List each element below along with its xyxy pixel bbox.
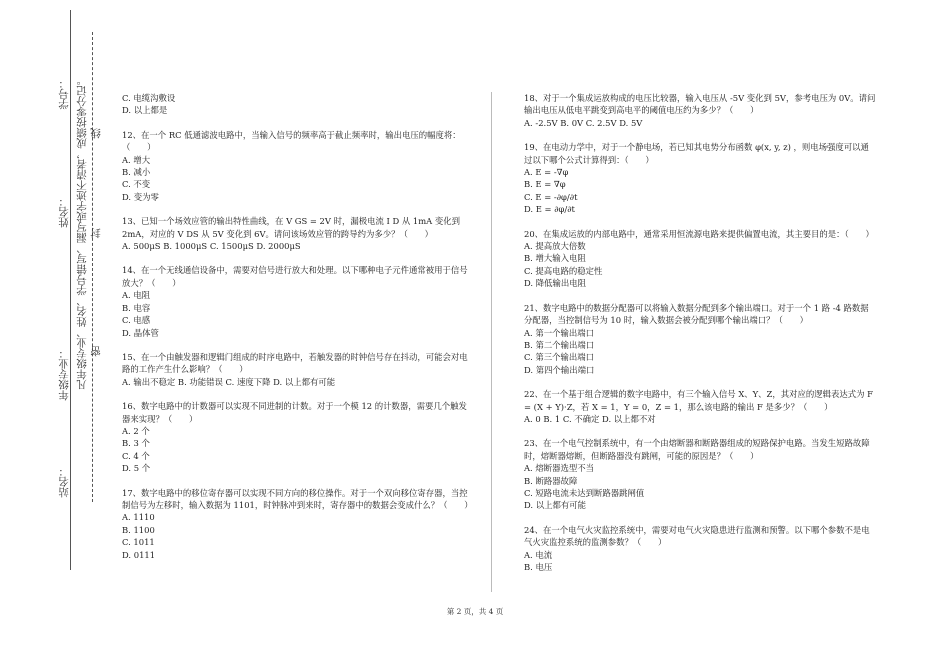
question-20 (524, 228, 876, 290)
options-inline: A. -2.5V B. 0V C. 2.5V D. 5V (524, 117, 643, 128)
student-id-label: 学号： (58, 78, 70, 110)
question-14 (122, 264, 474, 338)
option: A. 熔断器选型不当 (524, 463, 594, 474)
option: C. 电缆沟敷设 (122, 93, 176, 103)
question-13 (122, 215, 474, 252)
question-16 (122, 400, 474, 474)
question-18 (524, 92, 876, 129)
question-22 (524, 388, 876, 425)
option: D. 第四个输出端口 (524, 364, 595, 375)
option: B. 3 个 (122, 438, 150, 449)
question-stem: 16、数字电路中的计数器可以实现不同进制的计数。对于一个模 12 的计数器，需要几个触发器来实现？（ ） (122, 401, 467, 424)
station-label: 站名： (58, 466, 70, 498)
question-19 (524, 141, 876, 215)
option: B. E = ∇φ (524, 179, 566, 190)
question-stem: 20、在集成运放的内部电路中，通常采用恒流源电路来提供偏置电流，其主要目的是：（ ） (524, 228, 874, 239)
option: D. 降低输出电阻 (524, 278, 586, 289)
question-12 (122, 129, 474, 203)
left-column (122, 92, 474, 561)
option: C. E = -∂φ/∂t (524, 191, 578, 202)
option: B. 减小 (122, 167, 151, 178)
binding-mark-feng: 封 (90, 228, 102, 239)
options-inline: A. 0 B. 1 C. 不确定 D. 以上都不对 (524, 413, 656, 424)
option: D. 变为零 (122, 191, 159, 202)
option: B. 电压 (524, 562, 553, 572)
binding-dashed-line (92, 32, 93, 502)
question-15 (122, 351, 474, 388)
option: A. 增大 (122, 154, 151, 165)
option: D. 0111 (122, 549, 156, 560)
option: D. 以上都是 (122, 105, 168, 116)
question-11-tail (122, 92, 474, 117)
question-17 (122, 487, 474, 561)
question-stem: 18、对于一个集成运放构成的电压比较器，输入电压从 -5V 变化到 5V，参考电压为 0V。请问输出电压从低电平跳变到高电平的阈值电压约为多少？（ ） (524, 93, 876, 116)
binding-notice: 凡年级专业、姓名、学号错写、漏写或字迹不清者，成绩按零分记。 (76, 75, 88, 390)
binding-margin (0, 0, 110, 672)
name-label: 姓名： (58, 196, 70, 228)
option: A. 提高放大倍数 (524, 241, 586, 252)
question-stem: 14、在一个无线通信设备中，需要对信号进行放大和处理。以下哪种电子元件通常被用于信号放大？（ ） (122, 265, 468, 288)
question-stem: 15、在一个由触发器和逻辑门组成的时序电路中，若触发器的时钟信号存在抖动，可能会对电路的工作产生什么影响？（ ） (122, 351, 468, 375)
option: A. 电阻 (122, 290, 151, 301)
binding-mark-mi: 密 (90, 346, 102, 357)
options-inline: A. 500μS B. 1000μS C. 1500μS D. 2000μS (122, 241, 301, 252)
option: A. 第一个输出端口 (524, 327, 594, 338)
option: C. 电感 (122, 315, 151, 326)
right-column (524, 92, 876, 573)
option: C. 提高电路的稳定性 (524, 265, 603, 276)
question-24 (524, 524, 876, 574)
option: A. E = -∇φ (524, 167, 569, 178)
option: C. 4 个 (122, 450, 150, 461)
option: D. 晶体管 (122, 327, 159, 338)
option: B. 1100 (122, 524, 155, 535)
question-stem: 12、在一个 RC 低通滤波电路中，当输入信号的频率高于截止频率时，输出电压的幅度将：（ ） (122, 129, 461, 153)
option: B. 电容 (122, 302, 151, 313)
option: D. E = ∂φ/∂t (524, 204, 575, 215)
question-23 (524, 437, 876, 511)
question-stem: 22、在一个基于组合逻辑的数字电路中，有三个输入信号 X、Y、Z，其对应的逻辑表达式为 F = (X + Y)·Z，若 X = 1，Y = 0，Z = 1，那么该电路的输出 F 是多少？（ ） (524, 389, 873, 412)
option: C. 第三个输出端口 (524, 352, 595, 363)
option: B. 增大输入电阻 (524, 253, 586, 264)
question-stem: 17、数字电路中的移位寄存器可以实现不同方向的移位操作。对于一个双向移位寄存器，当控制信号为左移时，输入数据为 1101，时钟脉冲到来时，寄存器中的数据会变成什么？（ ） (122, 487, 473, 510)
options-inline: A. 输出不稳定 B. 功能错误 C. 速度下降 D. 以上都有可能 (122, 376, 336, 387)
option: B. 第二个输出端口 (524, 339, 595, 350)
option: C. 不变 (122, 179, 151, 190)
option: A. 2 个 (122, 425, 150, 436)
question-stem: 24、在一个电气火灾监控系统中，需要对电气火灾隐患进行监测和预警。以下哪个参数不是电气火灾监控系统的监测参数？（ ） (524, 524, 870, 548)
option: A. 电流 (524, 549, 553, 560)
option: C. 1011 (122, 537, 155, 548)
option: A. 1110 (122, 512, 155, 523)
question-stem: 13、已知一个场效应管的输出特性曲线，在 V GS = 2V 时，漏极电流 I D 从 1mA 变化到 2mA，对应的 V DS 从 5V 变化到 6V。请问该场效应管的跨导约为多少？（ ） (122, 216, 460, 239)
option: C. 短路电流未达到断路器跳闸值 (524, 487, 645, 498)
option: D. 5 个 (122, 463, 151, 474)
binding-mark-xian: 线 (90, 128, 102, 139)
page-number: 第 2 页，共 4 页 (446, 607, 504, 616)
grade-major-label: 年级专业： (58, 348, 70, 401)
question-stem: 23、在一个电气控制系统中，有一个由熔断器和断路器组成的短路保护电路。当发生短路故障时，熔断器熔断，但断路器没有跳闸，可能的原因是？（ ） (524, 438, 870, 461)
question-21 (524, 302, 876, 376)
question-stem: 19、在电动力学中，对于一个静电场，若已知其电势分布函数 φ(x, y, z) ，则电场强度可以通过以下哪个公式计算得到：（ ） (524, 142, 869, 165)
column-divider (491, 92, 492, 592)
option: B. 断路器故障 (524, 475, 578, 486)
question-stem: 21、数字电路中的数据分配器可以将输入数据分配到多个输出端口。对于一个 1 路 -4 路数据分配器，当控制信号为 10 时，输入数据会被分配到哪个输出端口？（ ） (524, 302, 869, 326)
option: D. 以上都有可能 (524, 500, 586, 511)
